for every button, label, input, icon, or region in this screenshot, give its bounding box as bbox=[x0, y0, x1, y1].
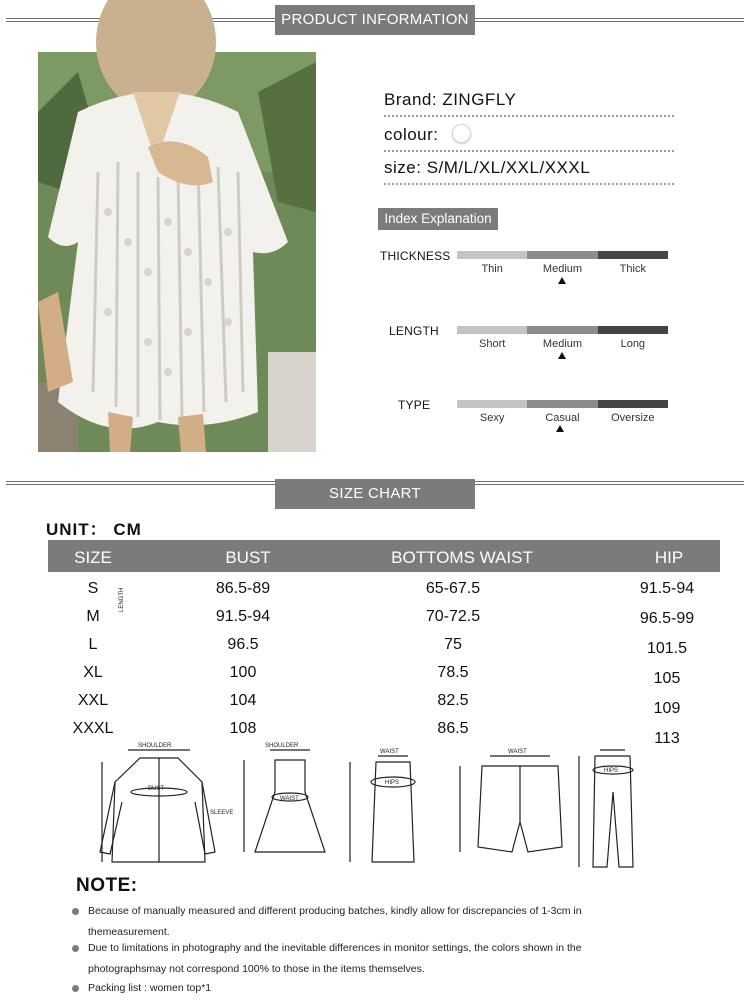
brand-label: Brand: bbox=[384, 90, 438, 109]
shorts-diagram bbox=[460, 756, 562, 852]
bullet-icon bbox=[72, 985, 79, 992]
waist-label: WAIST bbox=[508, 749, 527, 755]
note-text-cont: themeasurement. bbox=[88, 926, 170, 938]
cell-bust: 108 bbox=[229, 720, 257, 737]
cell-hip: 113 bbox=[654, 730, 680, 747]
length-marker-icon bbox=[558, 352, 566, 359]
cell-waist: 86.5 bbox=[437, 720, 469, 737]
cell-size: L bbox=[88, 636, 98, 653]
level-thick: Thick bbox=[619, 263, 646, 275]
size-row bbox=[384, 158, 674, 178]
waist-label: WAIST bbox=[280, 796, 299, 802]
level-oversize: Oversize bbox=[611, 412, 655, 424]
dotted-divider bbox=[384, 150, 674, 152]
cell-size: S bbox=[87, 580, 99, 597]
length-levels bbox=[457, 338, 668, 350]
cell-waist: 65-67.5 bbox=[425, 580, 481, 597]
thickness-bar bbox=[457, 251, 668, 259]
size-label: size: bbox=[384, 158, 422, 177]
index-explanation-title: Index Explanation bbox=[378, 208, 498, 230]
level-sexy: Sexy bbox=[479, 412, 505, 424]
bullet-icon bbox=[72, 908, 79, 915]
level-thin: Thin bbox=[481, 263, 503, 275]
dotted-divider bbox=[384, 183, 674, 185]
note-text: Because of manually measured and different producing batches, kindly allow for discrepancies of 1-3cm in bbox=[88, 905, 582, 917]
note-title: NOTE: bbox=[76, 875, 138, 896]
colour-label: colour: bbox=[384, 125, 439, 144]
cell-hip: 96.5-99 bbox=[639, 610, 695, 627]
level-medium: Medium bbox=[542, 263, 583, 275]
cell-size: XXL bbox=[77, 692, 109, 709]
header-bottoms-waist: BOTTOMS WAIST bbox=[391, 548, 533, 567]
jacket-diagram bbox=[100, 750, 215, 862]
cell-bust: 100 bbox=[229, 664, 257, 681]
cell-bust: 86.5-89 bbox=[215, 580, 271, 597]
cell-size: M bbox=[86, 608, 100, 625]
length-bar bbox=[457, 326, 668, 334]
cell-size: XL bbox=[83, 664, 103, 681]
thickness-marker-icon bbox=[558, 277, 566, 284]
shoulder-label: SHOULDER bbox=[138, 743, 172, 749]
note-item bbox=[72, 901, 632, 943]
cell-bust: 91.5-94 bbox=[215, 608, 271, 625]
cell-hip: 109 bbox=[653, 700, 681, 717]
cell-waist: 70-72.5 bbox=[425, 608, 481, 625]
cell-bust: 96.5 bbox=[227, 636, 259, 653]
section-title-size-chart: SIZE CHART bbox=[275, 479, 475, 509]
brand-value: ZINGFLY bbox=[442, 90, 517, 109]
thickness-label: THICKNESS bbox=[380, 249, 451, 263]
type-levels bbox=[457, 412, 668, 424]
cell-hip: 101.5 bbox=[646, 640, 688, 657]
colour-row bbox=[384, 124, 674, 145]
shoulder-label: SHOULDER bbox=[265, 743, 299, 749]
cell-bust: 104 bbox=[229, 692, 257, 709]
level-casual: Casual bbox=[545, 412, 580, 424]
section-title-product-information: PRODUCT INFORMATION bbox=[275, 5, 475, 35]
level-long: Long bbox=[620, 338, 646, 350]
unit-label: UNIT： CM bbox=[46, 520, 142, 539]
product-photo bbox=[38, 52, 316, 452]
length-label: LENGTH bbox=[389, 324, 439, 338]
cell-size: XXXL bbox=[72, 720, 114, 737]
cell-waist: 78.5 bbox=[437, 664, 469, 681]
hips-label: HIPS bbox=[604, 768, 619, 774]
cell-hip: 91.5-94 bbox=[639, 580, 695, 597]
level-short: Short bbox=[479, 338, 506, 350]
length-label: LENGTH bbox=[119, 587, 125, 612]
level-medium: Medium bbox=[542, 338, 583, 350]
brand-row bbox=[384, 90, 674, 110]
size-value: S/M/L/XL/XXL/XXXL bbox=[426, 158, 591, 177]
note-text: Packing list : women top*1 bbox=[88, 982, 212, 994]
hips-label: HIPS bbox=[385, 780, 400, 786]
type-label: TYPE bbox=[398, 398, 431, 412]
note-text: Due to limitations in photography and the inevitable differences in monitor settings, the colors shown in the bbox=[88, 942, 582, 954]
size-table-header bbox=[48, 540, 720, 572]
header-hip: HIP bbox=[654, 548, 684, 567]
thickness-levels bbox=[457, 263, 668, 275]
cell-waist: 75 bbox=[444, 636, 462, 653]
type-marker-icon bbox=[556, 425, 564, 432]
header-size: SIZE bbox=[74, 548, 112, 567]
waist-label: WAIST bbox=[380, 749, 399, 755]
skirt-diagram bbox=[350, 756, 415, 862]
note-item bbox=[72, 978, 632, 999]
header-bust: BUST bbox=[225, 548, 271, 567]
note-text-cont: photographsmay not correspond 100% to those in the items themselves. bbox=[88, 963, 425, 975]
type-bar bbox=[457, 400, 668, 408]
bullet-icon bbox=[72, 945, 79, 952]
sleeve-label: SLEEVE bbox=[210, 810, 234, 816]
colour-swatch-white[interactable] bbox=[452, 124, 471, 143]
bust-label: BUST bbox=[148, 786, 165, 792]
cell-hip: 105 bbox=[653, 670, 681, 687]
cell-waist: 82.5 bbox=[437, 692, 469, 709]
dotted-divider bbox=[384, 115, 674, 117]
note-item bbox=[72, 938, 632, 980]
